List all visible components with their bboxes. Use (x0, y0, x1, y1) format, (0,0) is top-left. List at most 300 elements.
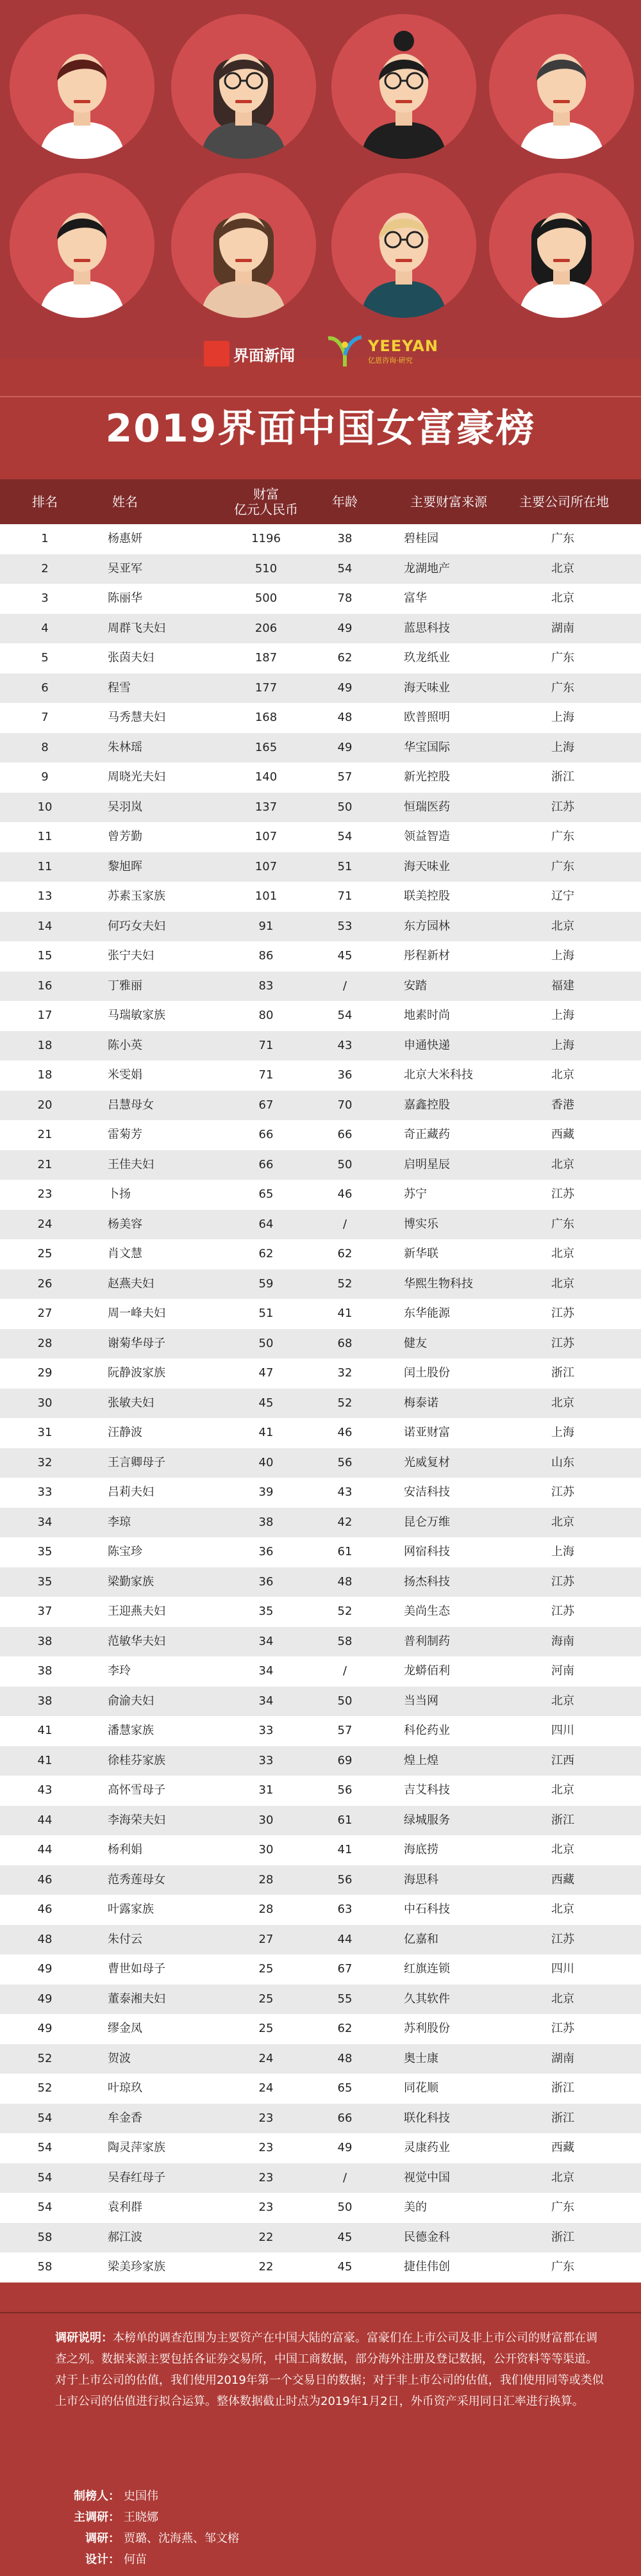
cell-rank: 46 (37, 1872, 53, 1887)
cell-wealth: 34 (258, 1634, 274, 1648)
cell-name: 谢菊华母子 (108, 1336, 165, 1350)
cell-rank: 41 (37, 1753, 53, 1767)
cell-age: 50 (337, 2200, 353, 2214)
cell-source: 中石科技 (404, 1903, 450, 1916)
cell-rank: 37 (37, 1605, 53, 1618)
cell-age: 66 (337, 1128, 353, 1141)
table-row (0, 2104, 641, 2134)
cell-wealth: 71 (258, 1038, 274, 1052)
cell-name: 雷菊芳 (108, 1128, 142, 1141)
cell-source: 久其软件 (404, 1992, 450, 2006)
cell-source: 彤程新材 (404, 949, 450, 962)
cell-name: 王佳夫妇 (108, 1157, 154, 1171)
table-row (0, 822, 641, 852)
cell-rank: 49 (37, 1992, 53, 2006)
woman-braids-avatar-icon (489, 173, 634, 318)
cell-rank: 32 (37, 1455, 53, 1469)
cell-name: 卜扬 (108, 1187, 131, 1201)
cell-source: 碧桂园 (404, 532, 438, 545)
cell-name: 吴亚军 (108, 561, 142, 575)
cell-name: 梁美珍家族 (108, 2260, 165, 2274)
cell-age: 32 (337, 1366, 353, 1380)
table-row (0, 1329, 641, 1359)
cell-location: 北京 (551, 919, 574, 933)
cell-name: 周一峰夫妇 (108, 1307, 165, 1320)
cell-source: 欧普照明 (404, 711, 450, 724)
cell-wealth: 500 (254, 591, 278, 605)
cell-age: 71 (337, 889, 353, 903)
cell-name: 范敏华夫妇 (108, 1634, 165, 1648)
cell-age: 46 (337, 1187, 353, 1201)
cell-location: 北京 (551, 1396, 574, 1410)
table-row (0, 1001, 641, 1031)
cell-age: 54 (337, 1009, 353, 1022)
footer-divider (0, 2312, 641, 2313)
cell-location: 香港 (551, 1098, 574, 1112)
table-row (0, 1656, 641, 1687)
table-row (0, 1746, 641, 1776)
cell-age: 61 (337, 1545, 353, 1558)
cell-location: 北京 (551, 1515, 574, 1529)
cell-source: 捷佳伟创 (404, 2260, 450, 2274)
cell-wealth: 34 (258, 1664, 274, 1678)
cell-source: 昆仑万维 (404, 1515, 450, 1529)
cell-name: 杨惠妍 (108, 532, 142, 545)
cell-source: 奥士康 (404, 2051, 438, 2065)
cell-rank: 52 (37, 2081, 53, 2095)
cell-age: 78 (337, 591, 353, 605)
cell-wealth: 66 (258, 1157, 274, 1171)
cell-rank: 54 (37, 2111, 53, 2125)
table-row (0, 1835, 641, 1865)
cell-location: 湖南 (551, 621, 574, 635)
cell-name: 陶灵萍家族 (108, 2141, 165, 2154)
cell-rank: 21 (37, 1157, 53, 1171)
cell-name: 米雯娟 (108, 1068, 142, 1082)
cell-name: 王迎燕夫妇 (108, 1605, 165, 1618)
cell-location: 江苏 (551, 2022, 574, 2035)
header-name: 姓名 (112, 494, 138, 509)
cell-name: 丁雅丽 (108, 978, 142, 993)
cell-source: 科伦药业 (404, 1724, 450, 1737)
cell-location: 北京 (551, 1247, 574, 1260)
cell-source: 博实乐 (404, 1217, 438, 1231)
cell-age: 45 (337, 949, 353, 962)
cell-source: 网宿科技 (404, 1545, 450, 1558)
table-row (0, 554, 641, 584)
table-row (0, 1389, 641, 1419)
cell-name: 汪静波 (108, 1426, 142, 1439)
cell-wealth: 86 (258, 949, 274, 962)
cell-age: 53 (337, 919, 353, 933)
cell-name: 陈丽华 (108, 591, 142, 605)
cell-location: 北京 (551, 1903, 574, 1916)
cell-age: / (342, 1217, 347, 1231)
cell-location: 北京 (551, 1157, 574, 1171)
cell-location: 四川 (551, 1962, 574, 1976)
cell-rank: 26 (37, 1276, 53, 1291)
cell-wealth: 23 (258, 2141, 274, 2154)
cell-source: 美的 (404, 2200, 427, 2214)
cell-source: 联化科技 (404, 2111, 450, 2125)
table-row (0, 2163, 641, 2193)
yeeyan-logo-icon (326, 333, 364, 369)
cell-location: 浙江 (551, 2230, 574, 2244)
cell-rank: 38 (37, 1664, 53, 1678)
cell-name: 张宁夫妇 (108, 949, 154, 962)
cell-wealth: 38 (258, 1515, 274, 1529)
cell-age: 42 (337, 1515, 353, 1529)
cell-location: 浙江 (551, 770, 574, 784)
cell-name: 朱付云 (108, 1932, 142, 1946)
table-row (0, 1210, 641, 1240)
cell-rank: 38 (37, 1694, 53, 1708)
cell-source: 光威复材 (404, 1455, 450, 1469)
table-row (0, 941, 641, 971)
woman-glasses-avatar-icon (171, 14, 316, 159)
cell-location: 浙江 (551, 1813, 574, 1827)
title-divider (0, 396, 641, 397)
cell-name: 梁勤家族 (108, 1574, 154, 1589)
cell-name: 叶露家族 (108, 1903, 154, 1916)
jiemian-logo (204, 341, 295, 367)
cell-age: 43 (337, 1038, 353, 1052)
cell-age: 67 (337, 1962, 353, 1976)
credit-value: 史国伟 (124, 2489, 158, 2503)
cell-age: 50 (337, 800, 353, 814)
cell-source: 奇正藏药 (404, 1128, 450, 1141)
cell-wealth: 27 (258, 1932, 274, 1946)
cell-location: 北京 (551, 1276, 574, 1291)
cell-name: 程雪 (108, 681, 131, 695)
cell-location: 上海 (551, 1426, 574, 1439)
cell-rank: 49 (37, 2022, 53, 2035)
table-row (0, 703, 641, 733)
table-row (0, 1567, 641, 1598)
cell-source: 苏利股份 (404, 2022, 450, 2035)
cell-location: 江苏 (551, 1336, 574, 1350)
cell-location: 北京 (551, 1992, 574, 2006)
cell-age: 69 (337, 1753, 353, 1767)
cell-source: 红旗连锁 (404, 1962, 450, 1976)
cell-wealth: 206 (254, 621, 278, 635)
cell-location: 广东 (551, 532, 574, 545)
cell-name: 张茵夫妇 (108, 651, 154, 665)
credit-line (61, 2486, 158, 2507)
cell-source: 视觉中国 (404, 2170, 450, 2184)
cell-wealth: 168 (254, 711, 278, 724)
woman-long-hair-avatar-icon (171, 173, 316, 318)
cell-age: 50 (337, 1694, 353, 1708)
cell-source: 民德金科 (404, 2230, 450, 2244)
cell-name: 吕慧母女 (108, 1098, 154, 1112)
cell-name: 曹世如母子 (108, 1962, 165, 1976)
cell-location: 辽宁 (551, 889, 574, 903)
cell-rank: 43 (37, 1783, 53, 1797)
cell-source: 安踏 (404, 978, 427, 993)
cell-rank: 9 (41, 770, 49, 784)
cell-age: 52 (337, 1396, 353, 1410)
cell-name: 黎旭晖 (108, 859, 142, 873)
cell-source: 东方园林 (404, 919, 450, 933)
cell-rank: 30 (37, 1396, 53, 1410)
cell-source: 地素时尚 (404, 1009, 450, 1022)
table-row (0, 2074, 641, 2104)
cell-age: 38 (337, 532, 353, 545)
cell-wealth: 66 (258, 1128, 274, 1141)
credit-label: 制榜人： (74, 2489, 120, 2503)
table-row (0, 1091, 641, 1121)
table-row (0, 1776, 641, 1806)
cell-name: 肖文慧 (108, 1247, 142, 1260)
cell-source: 海底捞 (404, 1843, 438, 1856)
cell-age: 54 (337, 561, 353, 575)
table-row (0, 2044, 641, 2074)
cell-location: 上海 (551, 1545, 574, 1558)
cell-rank: 4 (41, 621, 49, 635)
cell-rank: 13 (37, 889, 53, 903)
table-row (0, 1597, 641, 1627)
cell-wealth: 34 (258, 1694, 274, 1708)
cell-wealth: 50 (258, 1336, 274, 1350)
cell-source: 海天味业 (404, 859, 450, 873)
cell-name: 杨利娟 (108, 1843, 142, 1856)
cell-location: 广东 (551, 2260, 574, 2274)
cell-rank: 38 (37, 1634, 53, 1648)
cell-name: 马瑞敏家族 (108, 1009, 165, 1022)
cell-location: 江西 (551, 1753, 574, 1767)
cell-age: / (342, 978, 347, 993)
cell-rank: 6 (41, 681, 49, 695)
table-row (0, 882, 641, 912)
table-row (0, 2252, 641, 2283)
cell-name: 贺波 (108, 2051, 131, 2065)
cell-age: 55 (337, 1992, 353, 2006)
cell-wealth: 83 (258, 978, 274, 993)
cell-wealth: 22 (258, 2260, 274, 2274)
cell-wealth: 33 (258, 1753, 274, 1767)
table-row (0, 852, 641, 882)
cell-age: 48 (337, 2051, 353, 2065)
cell-wealth: 35 (258, 1605, 274, 1618)
cell-location: 浙江 (551, 1366, 574, 1380)
table-row (0, 1269, 641, 1300)
cell-source: 亿嘉和 (404, 1932, 438, 1946)
cell-source: 同花顺 (404, 2081, 438, 2095)
cell-wealth: 165 (254, 740, 278, 754)
cell-wealth: 30 (258, 1843, 274, 1856)
cell-source: 当当网 (404, 1694, 438, 1708)
cell-wealth: 187 (254, 651, 278, 665)
cell-location: 湖南 (551, 2051, 574, 2065)
cell-source: 华熙生物科技 (404, 1276, 473, 1291)
cell-source: 嘉鑫控股 (404, 1098, 450, 1112)
table-row (0, 1508, 641, 1538)
cell-age: / (342, 1664, 347, 1678)
cell-source: 蓝思科技 (404, 621, 450, 635)
cell-source: 申通快递 (404, 1038, 450, 1052)
cell-age: 51 (337, 859, 353, 873)
cell-wealth: 1196 (251, 532, 281, 545)
cell-source: 玖龙纸业 (404, 651, 450, 665)
cell-rank: 54 (37, 2141, 53, 2154)
cell-rank: 58 (37, 2260, 53, 2274)
cell-rank: 54 (37, 2200, 53, 2214)
cell-rank: 49 (37, 1962, 53, 1976)
credit-line (61, 2529, 239, 2549)
cell-source: 苏宁 (404, 1187, 427, 1201)
cell-location: 北京 (551, 561, 574, 575)
cell-name: 周群飞夫妇 (108, 621, 165, 635)
table-row (0, 1299, 641, 1329)
cell-source: 美尚生态 (404, 1605, 450, 1618)
cell-location: 北京 (551, 1068, 574, 1082)
cell-rank: 27 (37, 1307, 53, 1320)
cell-wealth: 510 (254, 561, 278, 575)
table-row (0, 2223, 641, 2253)
cell-wealth: 36 (258, 1545, 274, 1558)
cell-name: 郝江波 (108, 2230, 142, 2244)
cell-name: 阮静波家族 (108, 1366, 165, 1380)
cell-age: 66 (337, 2111, 353, 2125)
research-note-text: 本榜单的调查范围为主要资产在中国大陆的富豪。富豪们在上市公司及非上市公司的财富都在调查之列。数据来源主要包括各证券交易所，中国工商数据，部分海外注册及登记数据，公开资料等等渠道。对于上市公司的估值，我们使用2019年第一个交易日的数据；对于非上市公司的估值，我们使用同等或类似上市公司的估值进行拟合运算。整体数据截止时点为2019年1月2日，外币资产采用同日汇率进行换算。 (55, 2331, 604, 2408)
cell-wealth: 45 (258, 1396, 274, 1410)
cell-rank: 41 (37, 1724, 53, 1737)
cell-rank: 24 (37, 1217, 53, 1231)
table-row (0, 1478, 641, 1508)
cell-rank: 34 (37, 1515, 53, 1529)
cell-location: 西藏 (551, 1872, 574, 1887)
cell-location: 江苏 (551, 1307, 574, 1320)
cell-rank: 20 (37, 1098, 53, 1112)
cell-age: 70 (337, 1098, 353, 1112)
cell-rank: 11 (37, 859, 53, 873)
cell-age: 56 (337, 1455, 353, 1469)
cell-source: 恒瑞医药 (404, 800, 450, 814)
cell-wealth: 107 (254, 830, 278, 843)
cell-rank: 18 (37, 1038, 53, 1052)
cell-source: 富华 (404, 591, 427, 605)
cell-age: 63 (337, 1903, 353, 1916)
cell-age: 56 (337, 1783, 353, 1797)
header-source: 主要财富来源 (410, 494, 487, 509)
cell-source: 梅泰诺 (404, 1396, 438, 1410)
cell-wealth: 101 (254, 889, 278, 903)
table-row (0, 733, 641, 763)
cell-location: 江苏 (551, 1485, 574, 1499)
cell-rank: 1 (41, 532, 49, 545)
cell-rank: 46 (37, 1903, 53, 1916)
cell-name: 王言卿母子 (108, 1455, 165, 1469)
table-row (0, 1448, 641, 1478)
cell-rank: 8 (41, 740, 49, 754)
cell-wealth: 51 (258, 1307, 274, 1320)
cell-location: 北京 (551, 591, 574, 605)
cell-name: 潘慧家族 (108, 1724, 154, 1737)
cell-source: 华宝国际 (404, 740, 450, 754)
cell-age: 50 (337, 1157, 353, 1171)
table-row (0, 971, 641, 1002)
cell-rank: 33 (37, 1485, 53, 1499)
cell-location: 广东 (551, 830, 574, 843)
table-row (0, 1806, 641, 1836)
jiemian-logo-text: 界面新闻 (233, 346, 295, 365)
cell-source: 闰土股份 (404, 1366, 450, 1380)
cell-source: 海天味业 (404, 681, 450, 695)
cell-source: 安洁科技 (404, 1485, 450, 1499)
cell-age: 52 (337, 1605, 353, 1618)
cell-age: 49 (337, 681, 353, 695)
table-row (0, 1418, 641, 1448)
table-row (0, 1954, 641, 1985)
cell-location: 广东 (551, 859, 574, 873)
cell-location: 海南 (551, 1634, 574, 1648)
cell-age: 45 (337, 2230, 353, 2244)
cell-rank: 35 (37, 1574, 53, 1589)
cell-wealth: 25 (258, 1962, 274, 1976)
table-row (0, 2193, 641, 2223)
cell-rank: 18 (37, 1068, 53, 1082)
cell-source: 启明星辰 (404, 1157, 450, 1171)
cell-name: 吴春红母子 (108, 2170, 165, 2184)
cell-source: 新华联 (404, 1247, 438, 1260)
credit-value: 何苗 (124, 2553, 147, 2566)
header-wealth: 财富 亿元人民币 (234, 486, 298, 517)
cell-location: 广东 (551, 2200, 574, 2214)
research-note-label: 调研说明： (55, 2331, 113, 2345)
cell-name: 俞渝夫妇 (108, 1694, 154, 1708)
cell-name: 董泰湘夫妇 (108, 1992, 165, 2006)
cell-rank: 35 (37, 1545, 53, 1558)
cell-location: 江苏 (551, 1605, 574, 1618)
cell-location: 广东 (551, 1217, 574, 1231)
table-row (0, 1239, 641, 1269)
credit-value: 王晓娜 (124, 2511, 158, 2524)
cell-wealth: 30 (258, 1813, 274, 1827)
cell-age: 57 (337, 1724, 353, 1737)
cell-wealth: 23 (258, 2200, 274, 2214)
woman-bun-glasses-avatar-icon (331, 14, 476, 159)
cell-rank: 3 (41, 591, 49, 605)
cell-wealth: 23 (258, 2170, 274, 2184)
credit-line (61, 2507, 158, 2528)
cell-age: 49 (337, 2141, 353, 2154)
cell-rank: 7 (41, 711, 49, 724)
table-row (0, 1716, 641, 1746)
cell-location: 江苏 (551, 800, 574, 814)
cell-source: 诺亚财富 (404, 1426, 450, 1439)
cell-name: 缪金凤 (108, 2022, 142, 2035)
cell-wealth: 41 (258, 1426, 274, 1439)
cell-wealth: 67 (258, 1098, 274, 1112)
table-header (0, 479, 641, 524)
table-row (0, 1061, 641, 1091)
cell-location: 上海 (551, 1038, 574, 1052)
table-row (0, 1031, 641, 1061)
cell-name: 马秀慧夫妇 (108, 711, 165, 724)
credit-label: 设计： (85, 2553, 120, 2566)
cell-location: 福建 (551, 978, 574, 993)
cell-name: 高怀雪母子 (108, 1783, 165, 1797)
cell-wealth: 33 (258, 1724, 274, 1737)
cell-location: 广东 (551, 681, 574, 695)
cell-age: 57 (337, 770, 353, 784)
table-row (0, 763, 641, 793)
cell-location: 北京 (551, 2170, 574, 2184)
yeeyan-logo-subtext: 亿恩咨询·研究 (368, 356, 413, 365)
cell-age: 62 (337, 1247, 353, 1260)
cell-source: 北京大米科技 (404, 1068, 473, 1082)
